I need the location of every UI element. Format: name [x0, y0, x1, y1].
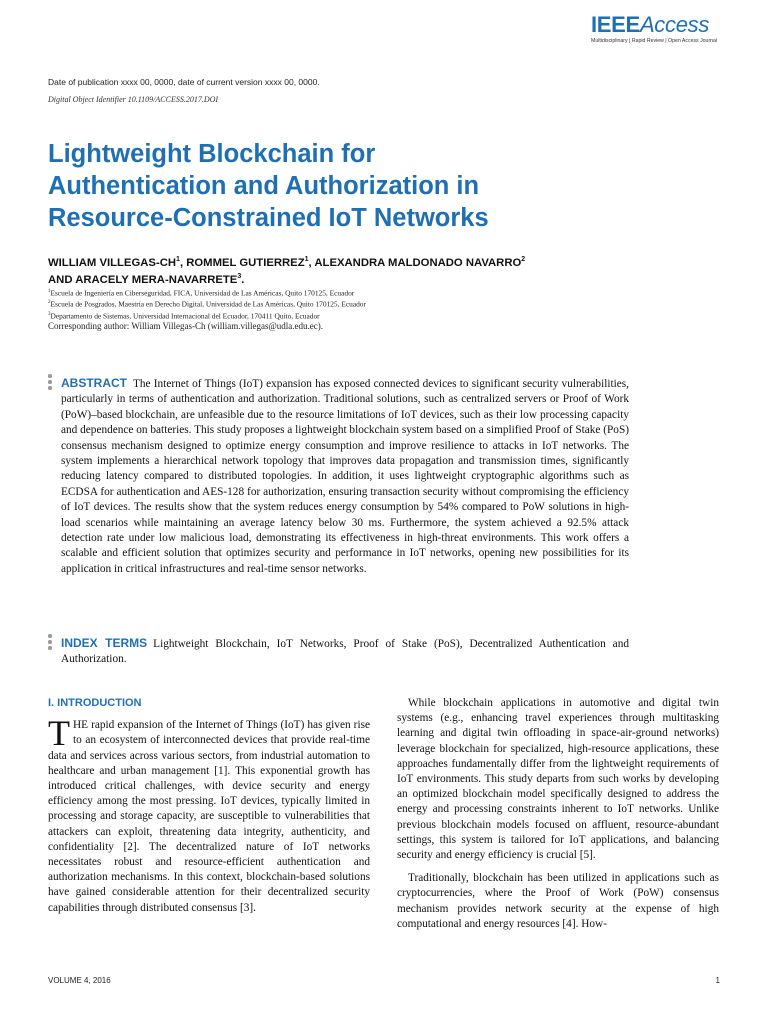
- author-name: WILLIAM VILLEGAS-CH: [48, 256, 177, 269]
- affiliation-num: 3: [48, 311, 51, 317]
- logo-access: Access: [639, 12, 710, 37]
- title-line: Lightweight Blockchain for: [48, 140, 376, 168]
- author-name: AND ARACELY MERA-NAVARRETE: [48, 273, 238, 286]
- affiliation-num: 1: [48, 289, 51, 294]
- index-terms-label: INDEX TERMS: [61, 636, 148, 650]
- affiliation: [48, 310, 648, 321]
- title-line: Resource-Constrained IoT Networks: [48, 204, 489, 232]
- author-end: .: [241, 273, 245, 286]
- logo-wordmark: [591, 14, 716, 36]
- author-affil-sup: 2: [521, 256, 526, 263]
- affiliation-text: Departamento de Sistemas, Universidad Internacional del Ecuador, 170411 Quito, Ecuador: [50, 311, 320, 321]
- author-affil-sup: 3: [237, 272, 242, 280]
- paragraph: Traditionally, blockchain has been utilized in applications such as cryptocurrencies, where the Proof of Work (PoW) consensus mechanism provides network security at the expense of high computational and energy resources [4]. How-: [397, 872, 719, 930]
- affiliations: [48, 287, 648, 321]
- publication-date: Date of publication xxxx 00, 0000, date of current version xxxx 00, 0000.: [48, 77, 320, 87]
- right-column: [397, 696, 719, 932]
- index-terms-dots-icon: [48, 634, 52, 652]
- affiliation-num: 2: [48, 300, 51, 306]
- author-name: , ALEXANDRA MALDONADO NAVARRO: [308, 256, 522, 269]
- page-number: 1: [715, 976, 720, 985]
- author-affil-sup: 1: [176, 256, 180, 263]
- author-affil-sup: 1: [304, 256, 309, 263]
- paragraph: While blockchain applications in automotive and digital twin systems (e.g., enhancing travel experiences through multitasking learning and digital twin offloading in space-air-ground networks) leverage blockchain for specialized, high-resource applications, these approaches fundamentally differ from the lightweight requirements of IoT environments. This study departs from such works by developing an optimized blockchain model specifically designed to address the energy and processing constraints inherent to IoT networks. Unlike previous blockchain models focused on affluent, resource-abundant settings, this system is tailored for IoT applications, and balancing security and energy efficiency is crucial [5].: [397, 697, 719, 862]
- footer-volume: VOLUME 4, 2016: [48, 976, 111, 985]
- affiliation-text: Escuela de Posgrados, Maestría en Derecho Digital, Universidad de Las Américas, Quito 170125, Ecuador: [50, 299, 366, 309]
- section-heading: I. INTRODUCTION: [48, 697, 142, 709]
- left-column: [48, 696, 370, 916]
- index-terms-text: Lightweight Blockchain, IoT Networks, Proof of Stake (PoS), Decentralized Authentication and Authorization.: [61, 638, 629, 666]
- paper-title: [48, 138, 688, 234]
- paragraph-text: HE rapid expansion of the Internet of Things (IoT) has given rise to an ecosystem of interconnected devices that provide real-time data and services across various sectors, from industrial automation to healthcare and urban management [1]. This exponential growth has introduced critical challenges, with device security and energy efficiency among the most pressing. IoT devices, typically limited in processing and storage capacity, are susceptible to vulnerabilities that attackers can exploit, threatening data integrity, authenticity, and confidentiality [2]. The decentralized nature of IoT networks necessitates robust and resource-efficient authentication and authorization mechanisms. In this context, blockchain-based solutions have gained considerable attention for their decentralized security capabilities through distributed consensus [3].: [48, 719, 370, 914]
- abstract-label: ABSTRACT: [61, 376, 127, 390]
- doi: Digital Object Identifier 10.1109/ACCESS.2017.DOI: [48, 95, 219, 104]
- author-list: [48, 253, 728, 287]
- journal-logo: [591, 14, 716, 44]
- corresponding-author: Corresponding author: William Villegas-Ch (william.villegas@udla.edu.ec).: [48, 321, 323, 331]
- abstract-text: The Internet of Things (IoT) expansion has exposed connected devices to significant security vulnerabilities, particularly in terms of authentication and authorization. Traditional solutions, such as centralized servers or Proof of Work (PoW)–based blockchain, are unfeasible due to the resource limitations of IoT devices, such as their low processing capacity and dependence on batteries. This study proposes a lightweight blockchain system based on a simplified Proof of Stake (PoS) consensus mechanism designed to optimize energy consumption and improve resilience to attacks in IoT networks. The system implements a hierarchical network topology that improves data propagation and transmission times, significantly reducing latency compared to distributed topologies. In addition, it uses lightweight cryptographic algorithms such as ECDSA for authentication and AES-128 for authorization, ensuring transaction security without compromising the efficiency of IoT devices. The results show that the system reduces energy consumption by 54% compared to PoW solutions in high-load scenarios while maintaining an average latency below 30 ms. Furthermore, the system achieved a 92.5% attack detection rate under low malicious load, demonstrating its effectiveness in high-threat environments. This work offers a scalable and efficient solution that optimizes security and performance in IoT networks, opening new possibilities for its application in critical infrastructures and real-time sensor networks.: [61, 378, 629, 575]
- index-terms: [61, 636, 629, 668]
- logo-ieee: IEEE: [591, 12, 640, 37]
- drop-cap: T: [48, 713, 70, 754]
- affiliation: [48, 287, 648, 298]
- logo-tagline: Multidisciplinary | Rapid Review | Open Access Journal: [591, 38, 718, 44]
- abstract: [61, 376, 629, 577]
- author-name: , ROMMEL GUTIERREZ: [179, 256, 305, 269]
- affiliation: [48, 298, 648, 309]
- affiliation-text: Escuela de Ingeniería en Ciberseguridad, FICA, Universidad de Las Américas, Quito 170125, Ecuador: [50, 288, 355, 298]
- title-line: Authentication and Authorization in: [48, 172, 480, 200]
- abstract-dots-icon: [48, 374, 52, 392]
- paragraph: [48, 713, 370, 916]
